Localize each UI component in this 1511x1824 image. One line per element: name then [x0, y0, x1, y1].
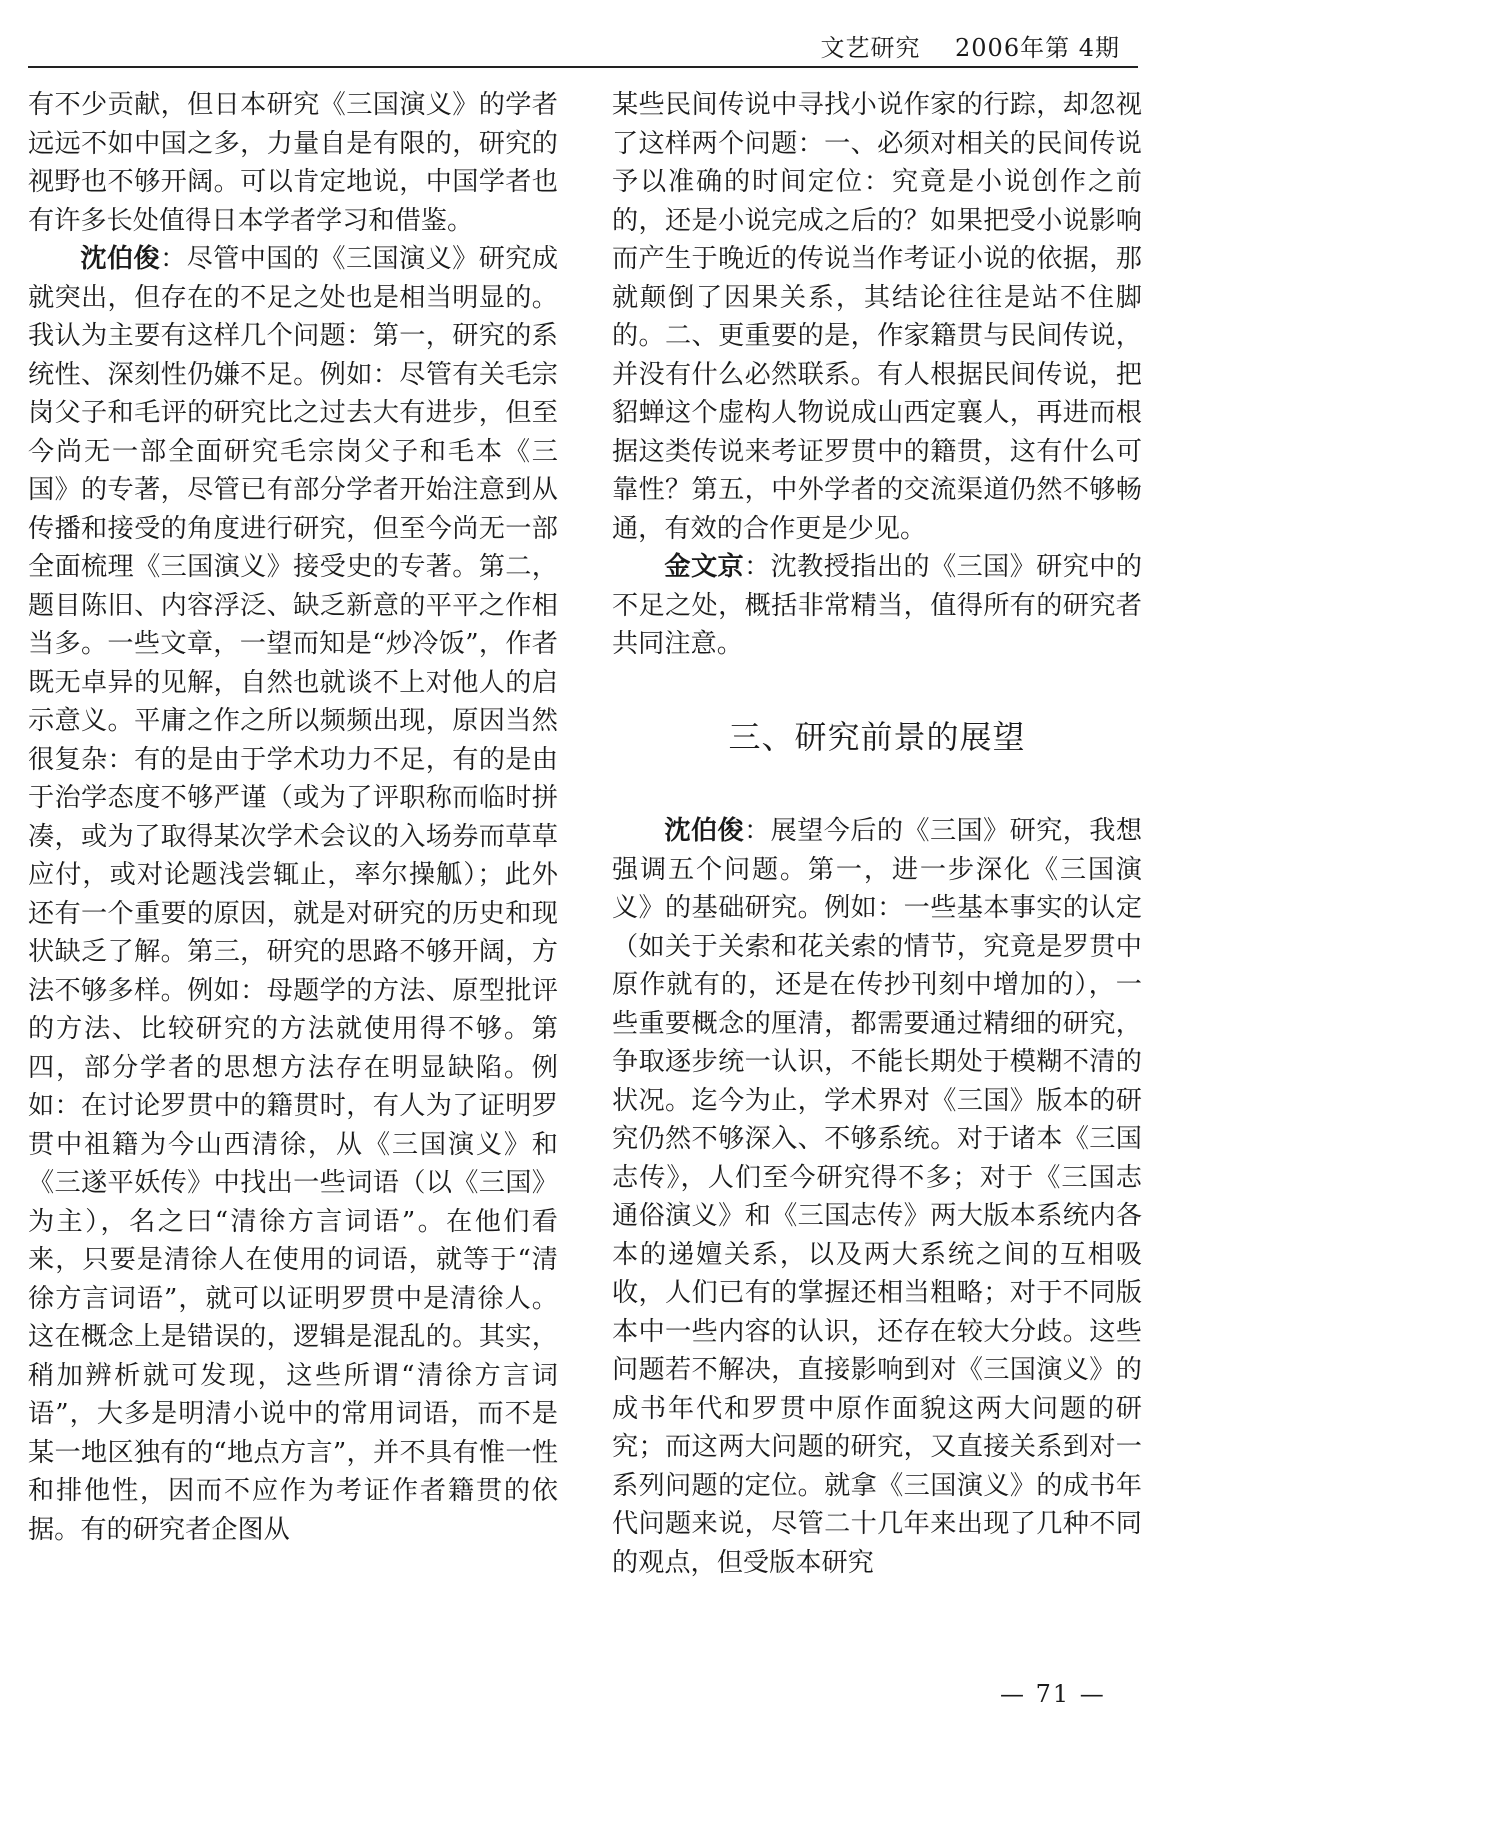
paragraph — [612, 548, 1142, 664]
paragraph-text: ：展望今后的《三国》研究，我想强调五个问题。第一，进一步深化《三国演义》的基础研究。例如：一些基本事实的认定（如关于关索和花关索的情节，究竟是罗贯中原作就有的，还是在传抄刊刻中增加的），一些重要概念的厘清，都需要通过精细的研究，争取逐步统一认识，不能长期处于模糊不清的状况。迄今为止，学术界对《三国》版本的研究仍然不够深入、不够系统。对于诸本《三国志传》，人们至今研究得不多；对于《三国志通俗演义》和《三国志传》两大版本系统内各本的递嬗关系，以及两大系统之间的互相吸收，人们已有的掌握还相当粗略；对于不同版本中一些内容的认识，还存在较大分歧。这些问题若不解决，直接影响到对《三国演义》的成书年代和罗贯中原作面貌这两大问题的研究；而这两大问题的研究，又直接关系到对一系列问题的定位。就拿《三国演义》的成书年代问题来说，尽管二十几年来出现了几种不同的观点，但受版本研究 — [612, 816, 1143, 1578]
speaker-name: 金文京 — [664, 552, 745, 582]
paragraph: 有不少贡献，但日本研究《三国演义》的学者远远不如中国之多，力量自是有限的，研究的视野也不够开阔。可以肯定地说，中国学者也有许多长处值得日本学者学习和借鉴。 — [28, 90, 558, 236]
speaker-name: 沈伯俊 — [80, 244, 161, 274]
right-column — [612, 86, 1142, 1582]
paragraph — [612, 812, 1142, 1582]
speaker-name: 沈伯俊 — [664, 816, 745, 846]
left-column — [28, 86, 558, 1549]
issue-number: 2006年第 4期 — [955, 34, 1120, 62]
paragraph — [28, 240, 558, 1549]
running-header — [28, 24, 1138, 68]
journal-title: 文艺研究 — [820, 34, 921, 62]
journal-issue — [821, 28, 1121, 63]
page-number: — 71 — — [1000, 1680, 1106, 1708]
paragraph-text: ：沈教授指出的《三国》研究中的不足之处，概括非常精当，值得所有的研究者共同注意。 — [612, 552, 1143, 659]
section-heading: 三、研究前景的展望 — [728, 717, 1026, 756]
paragraph-text: ：尽管中国的《三国演义》研究成就突出，但存在的不足之处也是相当明显的。我认为主要有这样几个问题：第一，研究的系统性、深刻性仍嫌不足。例如：尽管有关毛宗岗父子和毛评的研究比之过去大有进步，但至今尚无一部全面研究毛宗岗父子和毛本《三国》的专著，尽管已有部分学者开始注意到从传播和接受的角度进行研究，但至今尚无一部全面梳理《三国演义》接受史的专著。第二，题目陈旧、内容浮泛、缺乏新意的平平之作相当多。一些文章，一望而知是“炒冷饭”，作者既无卓异的见解，自然也就谈不上对他人的启示意义。平庸之作之所以频频出现，原因当然很复杂：有的是由于学术功力不足，有的是由于治学态度不够严谨（或为了评职称而临时拼凑，或为了取得某次学术会议的入场券而草草应付，或对论题浅尝辄止，率尔操觚）；此外还有一个重要的原因，就是对研究的历史和现状缺乏了解。第三，研究的思路不够开阔，方法不够多样。例如：母题学的方法、原型批评的方法、比较研究的方法就使用得不够。第四，部分学者的思想方法存在明显缺陷。例如：在讨论罗贯中的籍贯时，有人为了证明罗贯中祖籍为今山西清徐，从《三国演义》和《三遂平妖传》中找出一些词语（以《三国》为主），名之曰“清徐方言词语”。在他们看来，只要是清徐人在使用的词语，就等于“清徐方言词语”，就可以证明罗贯中是清徐人。这在概念上是错误的，逻辑是混乱的。其实，稍加辨析就可发现，这些所谓“清徐方言词语”，大多是明清小说中的常用词语，而不是某一地区独有的“地点方言”，并不具有惟一性和排他性，因而不应作为考证作者籍贯的依据。有的研究者企图从 — [28, 244, 559, 1545]
paragraph: 某些民间传说中寻找小说作家的行踪，却忽视了这样两个问题：一、必须对相关的民间传说予以准确的时间定位：究竟是小说创作之前的，还是小说完成之后的？如果把受小说影响而产生于晚近的传说当作考证小说的依据，那就颠倒了因果关系，其结论往往是站不住脚的。二、更重要的是，作家籍贯与民间传说，并没有什么必然联系。有人根据民间传说，把貂蝉这个虚构人物说成山西定襄人，再进而根据这类传说来考证罗贯中的籍贯，这有什么可靠性？第五，中外学者的交流渠道仍然不够畅通，有效的合作更是少见。 — [612, 90, 1142, 544]
